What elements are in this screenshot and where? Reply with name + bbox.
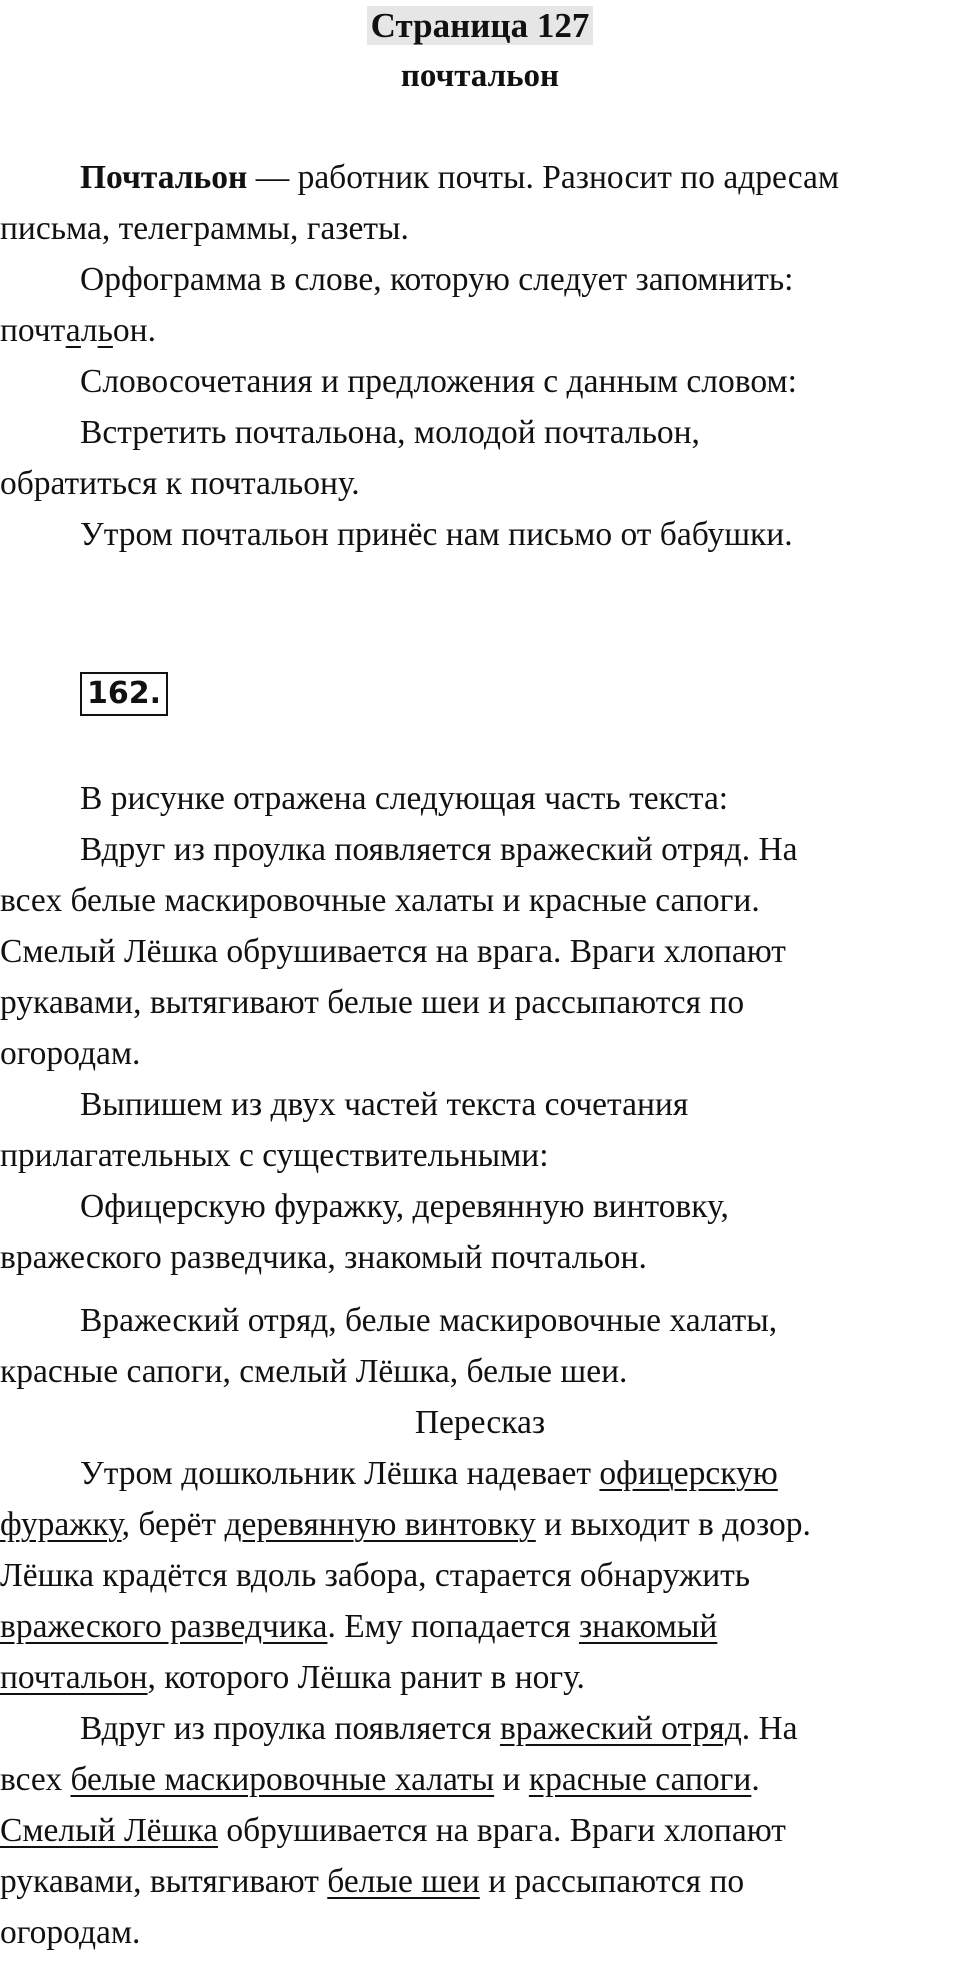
page-number-label: Страница 127 [367,6,594,45]
task-number-box: 162. [80,672,168,716]
body-p3-line: Выпишем из двух частей текста сочетания [80,1086,689,1123]
underlined-phrase: красные сапоги [528,1761,752,1798]
page-title [0,4,960,48]
retelling-line: Лёшка крадётся вдоль забора, старается обнаружить [0,1557,751,1594]
retelling-line: фуражку, берёт деревянную винтовку и выходит в дозор. [0,1506,811,1543]
underlined-phrase: вражеский отряд [499,1710,742,1747]
body-p2-line: Смелый Лёшка обрушивается на врага. Враги хлопают [0,933,786,970]
body-p4-line: вражеского разведчика, знакомый почтальон. [0,1239,647,1276]
retelling-title: Пересказ [414,1404,546,1441]
retelling-line: Вдруг из проулка появляется вражеский отряд. На [80,1710,798,1747]
collocations-line-2: обратиться к почтальону. [0,465,360,502]
orthogram-word: почтальон. [0,312,156,349]
retelling-line: Смелый Лёшка обрушивается на врага. Враги хлопают [0,1812,786,1849]
definition-text: — работник почты. Разносит по адресам [247,159,840,196]
body-paragraph-1: В рисунке отражена следующая часть текста: [80,780,729,817]
underlined-phrase: почтальон [0,1659,148,1696]
underlined-phrase: деревянную винтовку [224,1506,536,1543]
body-p2-line: огородам. [0,1035,141,1072]
body-p2-line: всех белые маскировочные халаты и красные сапоги. [0,882,760,919]
retelling-line: огородам. [0,1914,141,1951]
underlined-phrase: белые шеи [327,1863,480,1900]
definition-term: Почтальон [80,159,248,196]
example-sentence: Утром почтальон принёс нам письмо от бабушки. [80,516,793,553]
retelling-line: вражеского разведчика. Ему попадается знакомый [0,1608,718,1645]
body-p5-line: Вражеский отряд, белые маскировочные халаты, [80,1302,778,1339]
definition-line-2: письма, телеграммы, газеты. [0,210,409,247]
underlined-phrase: знакомый [578,1608,718,1645]
body-p2-line: рукавами, вытягивают белые шеи и рассыпаются по [0,984,745,1021]
definition-line-1 [80,156,839,200]
orthogram-letter-a: а [65,312,81,349]
collocations-intro: Словосочетания и предложения с данным словом: [80,363,797,400]
underlined-phrase: офицерскую [599,1455,778,1492]
body-p4-line: Офицерскую фуражку, деревянную винтовку, [80,1188,729,1225]
underlined-phrase: белые маскировочные халаты [70,1761,495,1798]
underlined-phrase: фуражку [0,1506,122,1543]
body-p3-line: прилагательных с существительными: [0,1137,549,1174]
retelling-line: всех белые маскировочные халаты и красные сапоги. [0,1761,760,1798]
collocations-line-1: Встретить почтальона, молодой почтальон, [80,414,700,451]
body-p5-line: красные сапоги, смелый Лёшка, белые шеи. [0,1353,628,1390]
orthogram-soft-sign: ь [97,312,113,349]
dictionary-word-heading: почтальон [400,58,560,94]
retelling-line: почтальон, которого Лёшка ранит в ногу. [0,1659,585,1696]
body-p2-line: Вдруг из проулка появляется вражеский отряд. На [80,831,798,868]
retelling-line: Утром дошкольник Лёшка надевает офицерскую [80,1455,778,1492]
underlined-phrase: вражеского разведчика [0,1608,328,1645]
orthogram-intro: Орфограмма в слове, которую следует запомнить: [80,261,794,298]
underlined-phrase: Смелый Лёшка [0,1812,218,1849]
retelling-line: рукавами, вытягивают белые шеи и рассыпаются по [0,1863,745,1900]
